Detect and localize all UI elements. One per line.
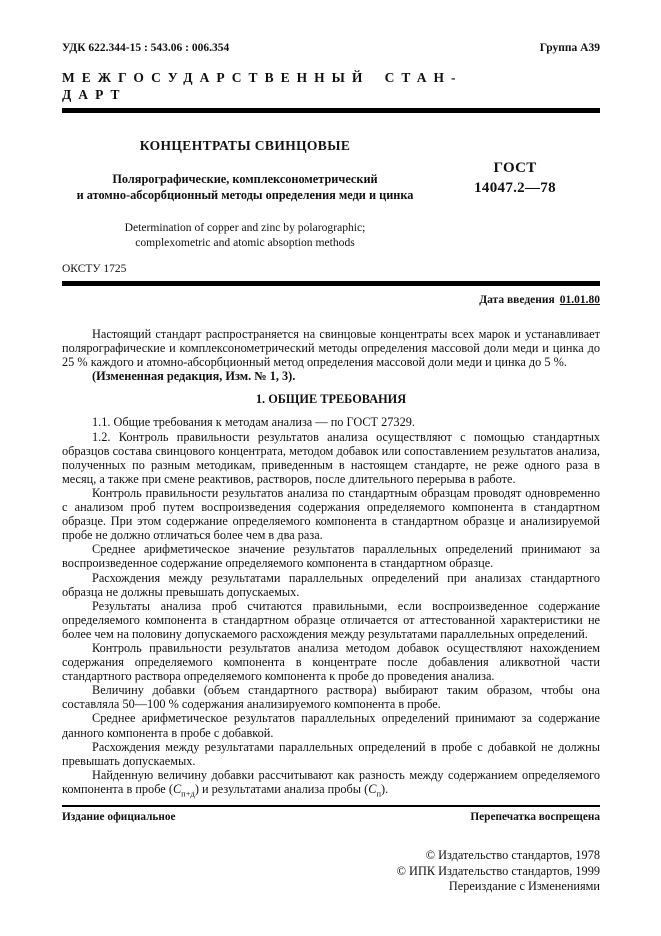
group-code: Группа А39 <box>539 42 600 54</box>
okstu-code: ОКСТУ 1725 <box>62 263 127 275</box>
doc-subtitle-line1: Полярографические, комплексонометрический <box>112 172 378 186</box>
paragraph: 1.1. Общие требования к методам анализа — по ГОСТ 27329. <box>92 415 415 430</box>
paragraph: Среднее арифметическое результатов параллельных определений принимают за содержание данного компонента в пробе с добавкой. <box>62 711 600 740</box>
title-left-column <box>62 138 430 250</box>
footer-rule <box>62 805 600 807</box>
paragraph: Величину добавки (объем стандартного раствора) выбирают таким образом, чтобы она составляла 50—100 % содержания анализируемого компонента в пробе. <box>62 683 600 712</box>
date-value: 01.01.80 <box>559 294 600 306</box>
paragraph: Результаты анализа проб считаются правильными, если воспроизведенное содержание определяемого компонента в стандартном образце отличается от аттестованной характеристики не более чем на половину допускаемого расхождения между результатами параллельных определений. <box>62 598 600 641</box>
body-paragraphs <box>62 327 600 799</box>
title-section <box>62 138 600 250</box>
rule-thick-mid <box>62 281 600 286</box>
section-heading: 1. ОБЩИЕ ТРЕБОВАНИЯ <box>255 392 407 407</box>
doc-title: КОНЦЕНТРАТЫ СВИНЦОВЫЕ <box>139 138 351 153</box>
gost-label: ГОСТ <box>493 160 537 176</box>
english-title-line1: Determination of copper and zinc by polarographic; <box>124 221 366 234</box>
paragraph: Расхождения между результатами параллельных определений при анализах стандартного образца не должны превышать допускаемых. <box>62 570 600 599</box>
paragraph: Настоящий стандарт распространяется на свинцовые концентраты всех марок и устанавливает полярографические и комплексонометрический методы определения массовой доли меди и цинка до 25 % каждого и атомно-абсорбционный метод определения массовой доли меди и цинка до 5 %. <box>62 327 600 370</box>
english-title <box>70 221 420 250</box>
date-line <box>62 294 600 306</box>
gost-number: 14047.2—78 <box>474 180 556 196</box>
paragraph: (Измененная редакция, Изм. № 1, 3). <box>92 369 296 384</box>
copyright-line: Переиздание с Изменениями <box>448 879 600 893</box>
header-row <box>62 42 600 54</box>
paragraph: 1.2. Контроль правильности результатов анализа осуществляют с помощью стандартных образцов состава свинцового концентрата, методом добавок или сопоставлением результатов анализа, полученных по разным методикам, приведенным в настоящем стандарте, не реже одного раза в месяц, а также при смене реактивов, растворов, после длительного перерыва в работе. <box>62 429 600 486</box>
english-title-line2: complexometric and atomic absoption methods <box>135 235 355 249</box>
copyright-line: © ИПК Издательство стандартов, 1999 <box>396 863 600 878</box>
gost-designation <box>430 138 600 250</box>
copyright-block <box>62 848 600 895</box>
doc-subtitle <box>70 171 420 203</box>
standard-type-line2: ДАРТ <box>62 87 127 102</box>
paragraph: Контроль правильности результатов анализа методом добавок осуществляют нахождением содержания определяемого компонента в концентрате после добавления аликвотной части стандартного раствора определяемого компонента к пробе до проведения анализа. <box>62 640 600 684</box>
paragraph: Контроль правильности результатов анализа по стандартным образцам проводят одновременно с анализом проб путем воспроизведения содержания определяемого компонента в стандартном образце. При этом содержание определяемого компонента в стандартном образце и анализируемой пробе не должно отличаться более чем в два раза. <box>62 485 600 543</box>
footer-edition: Издание официальное <box>62 811 176 823</box>
footer-row <box>62 811 600 823</box>
footer-reprint: Перепечатка воспрещена <box>470 811 600 823</box>
paragraph: Среднее арифметическое значение результатов параллельных определений принимают за воспроизведенное содержание определяемого компонента в стандартном образце. <box>62 542 600 571</box>
standard-type-line1: МЕЖГОСУДАРСТВЕННЫЙ СТАН- <box>62 70 463 85</box>
paragraph: Расхождения между результатами параллельных определений в пробе с добавкой не должны превышать допускаемых. <box>62 739 600 768</box>
date-label: Дата введения <box>479 294 555 306</box>
copyright-line: © Издательство стандартов, 1978 <box>425 848 600 862</box>
udk-code: УДК 622.344-15 : 543.06 : 006.354 <box>62 42 230 54</box>
rule-thick-top <box>62 108 600 113</box>
standard-type <box>62 69 600 103</box>
paragraph: Найденную величину добавки рассчитывают как разность между содержанием определяемого компонента в пробе $(С_{п+д})$ и результатами анализа пробы $(С_п)$. <box>62 767 600 799</box>
doc-subtitle-line2: и атомно-абсорбционный методы определения меди и цинка <box>76 188 414 202</box>
